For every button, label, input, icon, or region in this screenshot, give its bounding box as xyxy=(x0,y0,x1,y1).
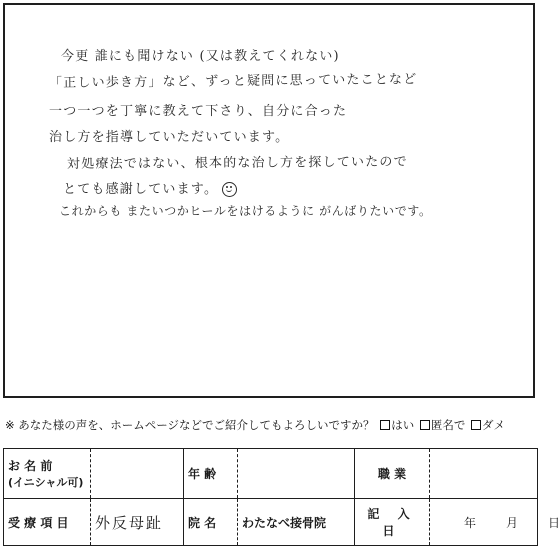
occupation-label: 職 業 xyxy=(355,449,430,499)
treatment-field[interactable]: 外反母趾 xyxy=(91,499,184,546)
consent-question: ※ あなた様の声を、ホームページなどでご紹介してもよろしいですか？ xyxy=(5,418,375,432)
age-field[interactable] xyxy=(238,449,355,499)
name-field[interactable] xyxy=(91,449,184,499)
consent-no-label: ダメ xyxy=(482,418,506,432)
name-sublabel: (イニシャル可) xyxy=(8,476,84,489)
letter-line-5: 対処療法ではない、根本的な治し方を探していたので xyxy=(66,154,408,172)
date-day-label: 日 xyxy=(548,515,560,530)
letter-line-1: 今更 誰にも聞けない (又は教えてくれない) xyxy=(61,49,340,64)
letter-line-4: 治し方を指導していただいています。 xyxy=(49,130,290,145)
submitter-info-form xyxy=(3,448,560,546)
form-row-1 xyxy=(4,449,538,499)
clinic-field[interactable]: わたなべ接骨院 xyxy=(238,499,355,546)
consent-anonymous-checkbox[interactable] xyxy=(420,420,430,430)
date-label: 記 入 日 xyxy=(355,499,430,546)
letter-line-2: 「正しい歩き方」など、ずっと疑問に思っていたことなど xyxy=(48,72,418,91)
letter-line-6 xyxy=(63,178,237,197)
form-row-2 xyxy=(4,499,538,546)
treatment-label: 受 療 項 目 xyxy=(4,499,91,546)
smiley-face-icon xyxy=(222,182,237,197)
consent-yes-label: はい xyxy=(391,418,415,432)
age-label: 年 齢 xyxy=(184,449,238,499)
letter-line-6-text: とても感謝しています。 xyxy=(63,182,219,197)
name-label: お 名 前 xyxy=(8,459,53,473)
clinic-label: 院 名 xyxy=(184,499,238,546)
occupation-field[interactable] xyxy=(430,449,538,499)
letter-line-7: これからも またいつかヒールをはけるように がんばりたいです。 xyxy=(59,204,432,218)
date-field[interactable] xyxy=(430,499,560,546)
consent-no-checkbox[interactable] xyxy=(471,420,481,430)
letter-line-3: 一つ一つを丁寧に教えて下さり、自分に合った xyxy=(49,104,348,119)
publication-consent xyxy=(5,417,505,433)
consent-anonymous-label: 匿名で xyxy=(430,418,466,432)
date-year-label: 年 xyxy=(464,515,477,530)
name-label-cell xyxy=(4,449,91,499)
consent-yes-checkbox[interactable] xyxy=(380,420,390,430)
date-month-label: 月 xyxy=(506,515,519,530)
testimonial-card xyxy=(3,3,535,398)
